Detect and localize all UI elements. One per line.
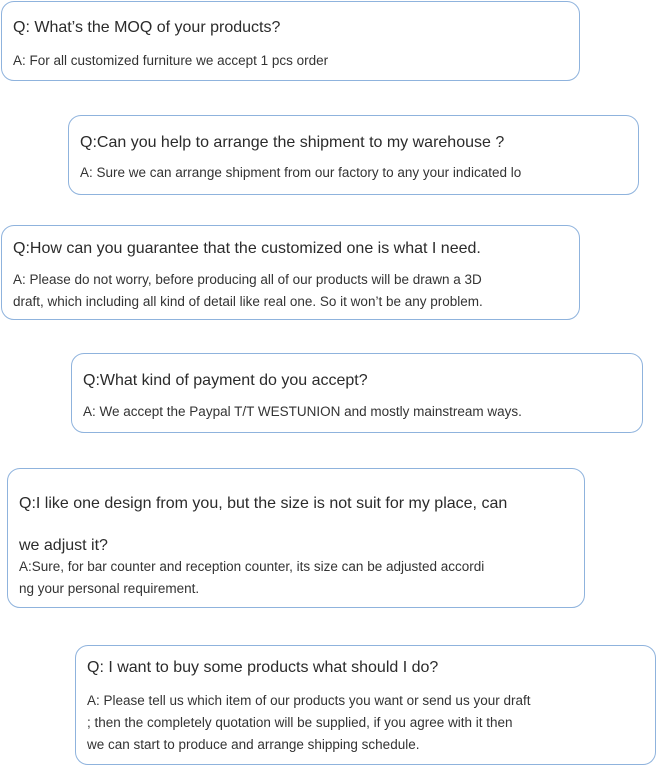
faq-card-payment bbox=[71, 353, 643, 433]
faq-answer: A: Sure we can arrange shipment from our factory to any your indicated lo bbox=[80, 165, 522, 180]
faq-card-how-to-buy bbox=[75, 645, 656, 765]
faq-answer: A:Sure, for bar counter and reception counter, its size can be adjusted accordi ng your personal requirement. bbox=[19, 559, 485, 596]
faq-answer: A: We accept the Paypal T/T WESTUNION and mostly mainstream ways. bbox=[83, 404, 522, 419]
faq-question: Q:Can you help to arrange the shipment to my warehouse ? bbox=[80, 134, 505, 151]
faq-question: Q:I like one design from you, but the size is not suit for my place, can we adjust it? bbox=[19, 495, 508, 554]
faq-card-moq bbox=[1, 1, 580, 81]
faq-question: Q:How can you guarantee that the customized one is what I need. bbox=[13, 240, 481, 257]
faq-answer: A: Please do not worry, before producing all of our products will be drawn a 3D draft, which including all kind of detail like real one. So it won’t be any problem. bbox=[13, 272, 483, 309]
faq-card-size-adjust bbox=[7, 468, 585, 608]
faq-card-guarantee bbox=[1, 225, 580, 320]
faq-question: Q: I want to buy some products what should I do? bbox=[87, 659, 439, 676]
faq-card-shipment bbox=[68, 115, 639, 195]
faq-question: Q:What kind of payment do you accept? bbox=[83, 372, 368, 389]
faq-answer: A: For all customized furniture we accept 1 pcs order bbox=[13, 53, 329, 68]
faq-question: Q: What’s the MOQ of your products? bbox=[13, 19, 281, 36]
faq-answer: A: Please tell us which item of our products you want or send us your draft ; then the completely quotation will be supplied, if you agree with it then we can start to produce and arrange shipping schedule. bbox=[87, 693, 531, 752]
